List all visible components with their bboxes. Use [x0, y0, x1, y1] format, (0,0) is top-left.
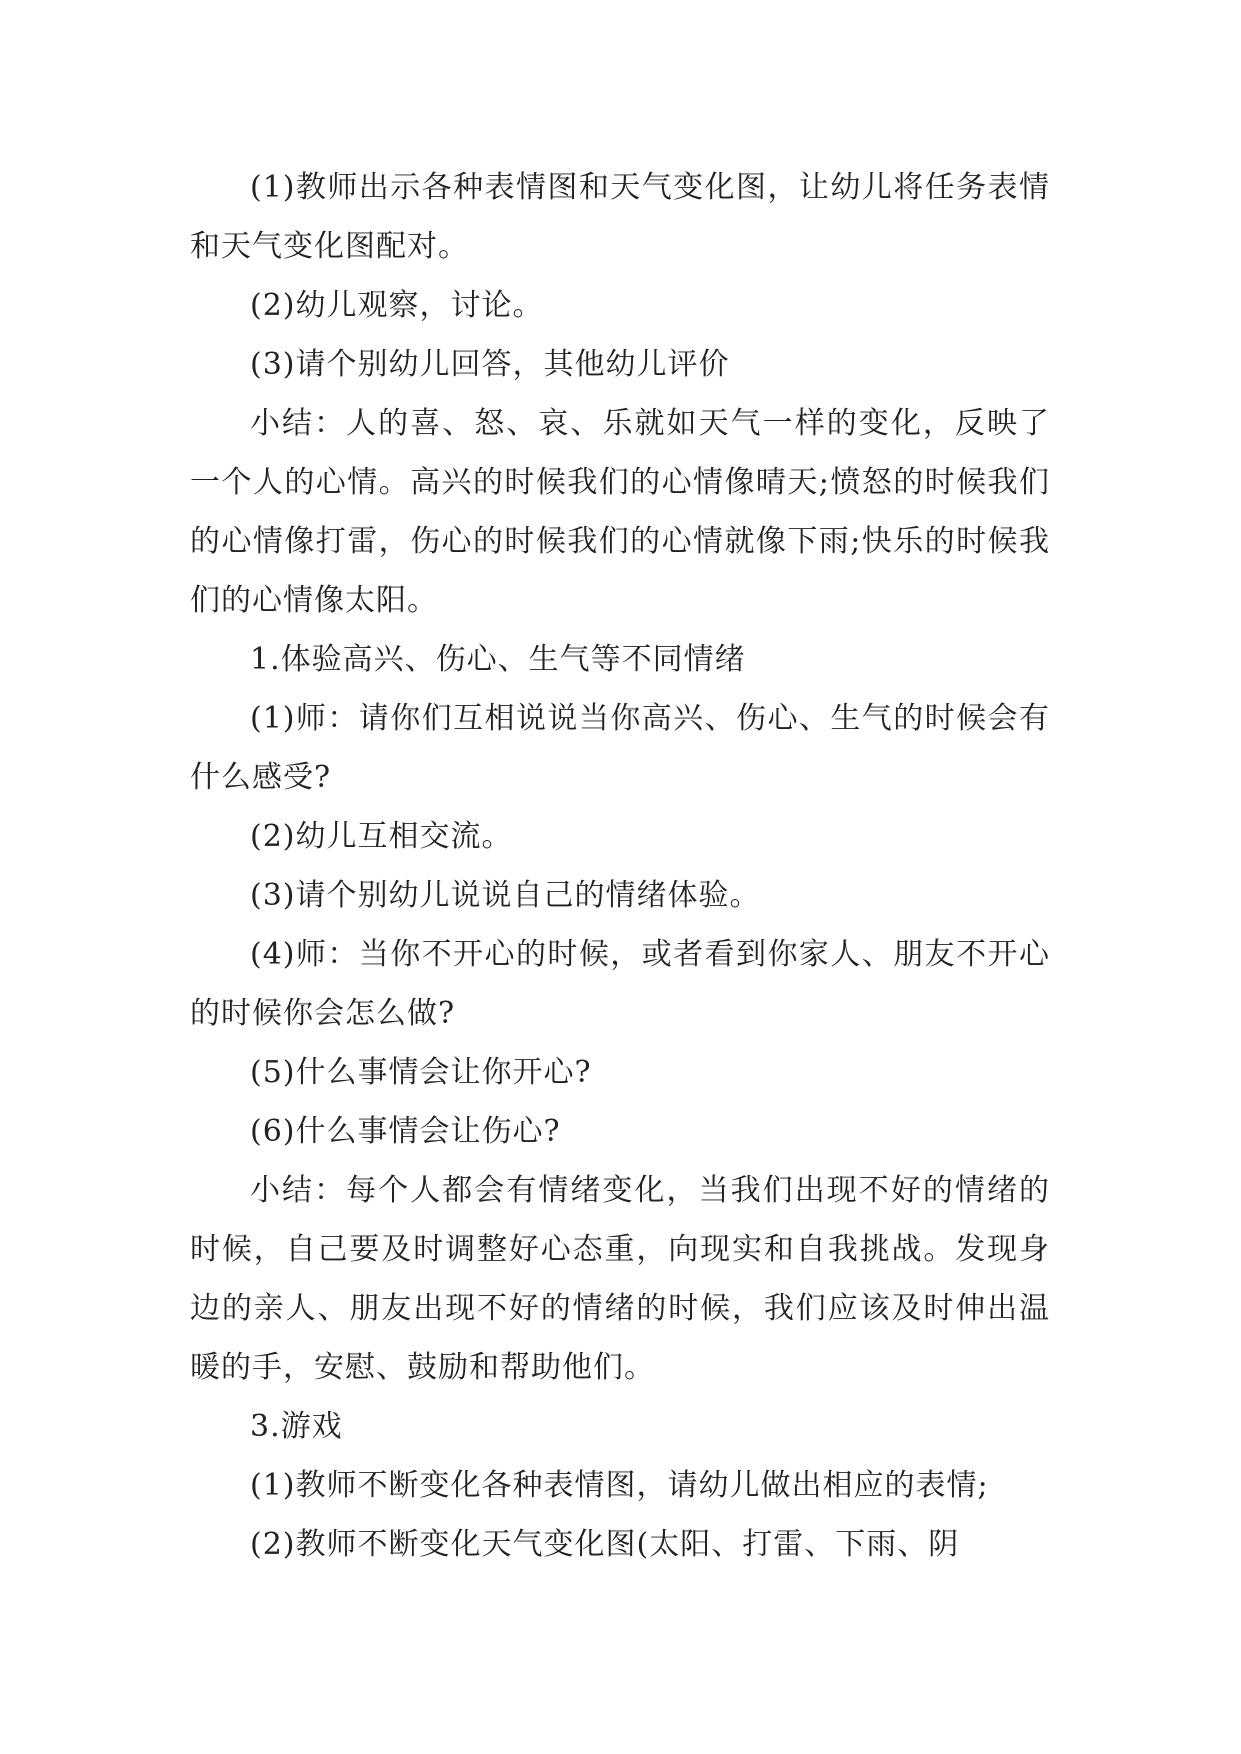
paragraph-emotion-step-6: (6)什么事情会让伤心? [250, 1114, 561, 1149]
section-heading-game: 3.游戏 [250, 1409, 343, 1444]
paragraph-step-2: (2)幼儿观察，讨论。 [250, 288, 544, 323]
paragraph-emotion-step-1: (1)师：请你们互相说说当你高兴、伤心、生气的时候会有什么感受? [190, 701, 1050, 795]
section-heading-emotions: 1.体验高兴、伤心、生气等不同情绪 [250, 642, 746, 677]
paragraph-emotion-step-4: (4)师：当你不开心的时候，或者看到你家人、朋友不开心的时候你会怎么做? [190, 937, 1050, 1031]
paragraph-summary-2: 小结：每个人都会有情绪变化，当我们出现不好的情绪的时候，自己要及时调整好心态重，向现实和自我挑战。发现身边的亲人、朋友出现不好的情绪的时候，我们应该及时伸出温暖的手，安慰、鼓励和帮助他们。 [190, 1173, 1050, 1385]
paragraph-game-step-1: (1)教师不断变化各种表情图，请幼儿做出相应的表情; [250, 1468, 989, 1503]
paragraph-step-3: (3)请个别幼儿回答，其他幼儿评价 [250, 347, 730, 382]
paragraph-emotion-step-5: (5)什么事情会让你开心? [250, 1055, 592, 1090]
paragraph-step-1: (1)教师出示各种表情图和天气变化图，让幼儿将任务表情和天气变化图配对。 [190, 170, 1050, 264]
paragraph-summary-1: 小结：人的喜、怒、哀、乐就如天气一样的变化，反映了一个人的心情。高兴的时候我们的心情像晴天;愤怒的时候我们的心情像打雷，伤心的时候我们的心情就像下雨;快乐的时候我们的心情像太阳。 [190, 406, 1050, 618]
paragraph-emotion-step-3: (3)请个别幼儿说说自己的情绪体验。 [250, 878, 761, 913]
paragraph-game-step-2: (2)教师不断变化天气变化图(太阳、打雷、下雨、阴 [250, 1527, 960, 1562]
paragraph-emotion-step-2: (2)幼儿互相交流。 [250, 819, 513, 854]
document-page [190, 158, 1050, 1574]
